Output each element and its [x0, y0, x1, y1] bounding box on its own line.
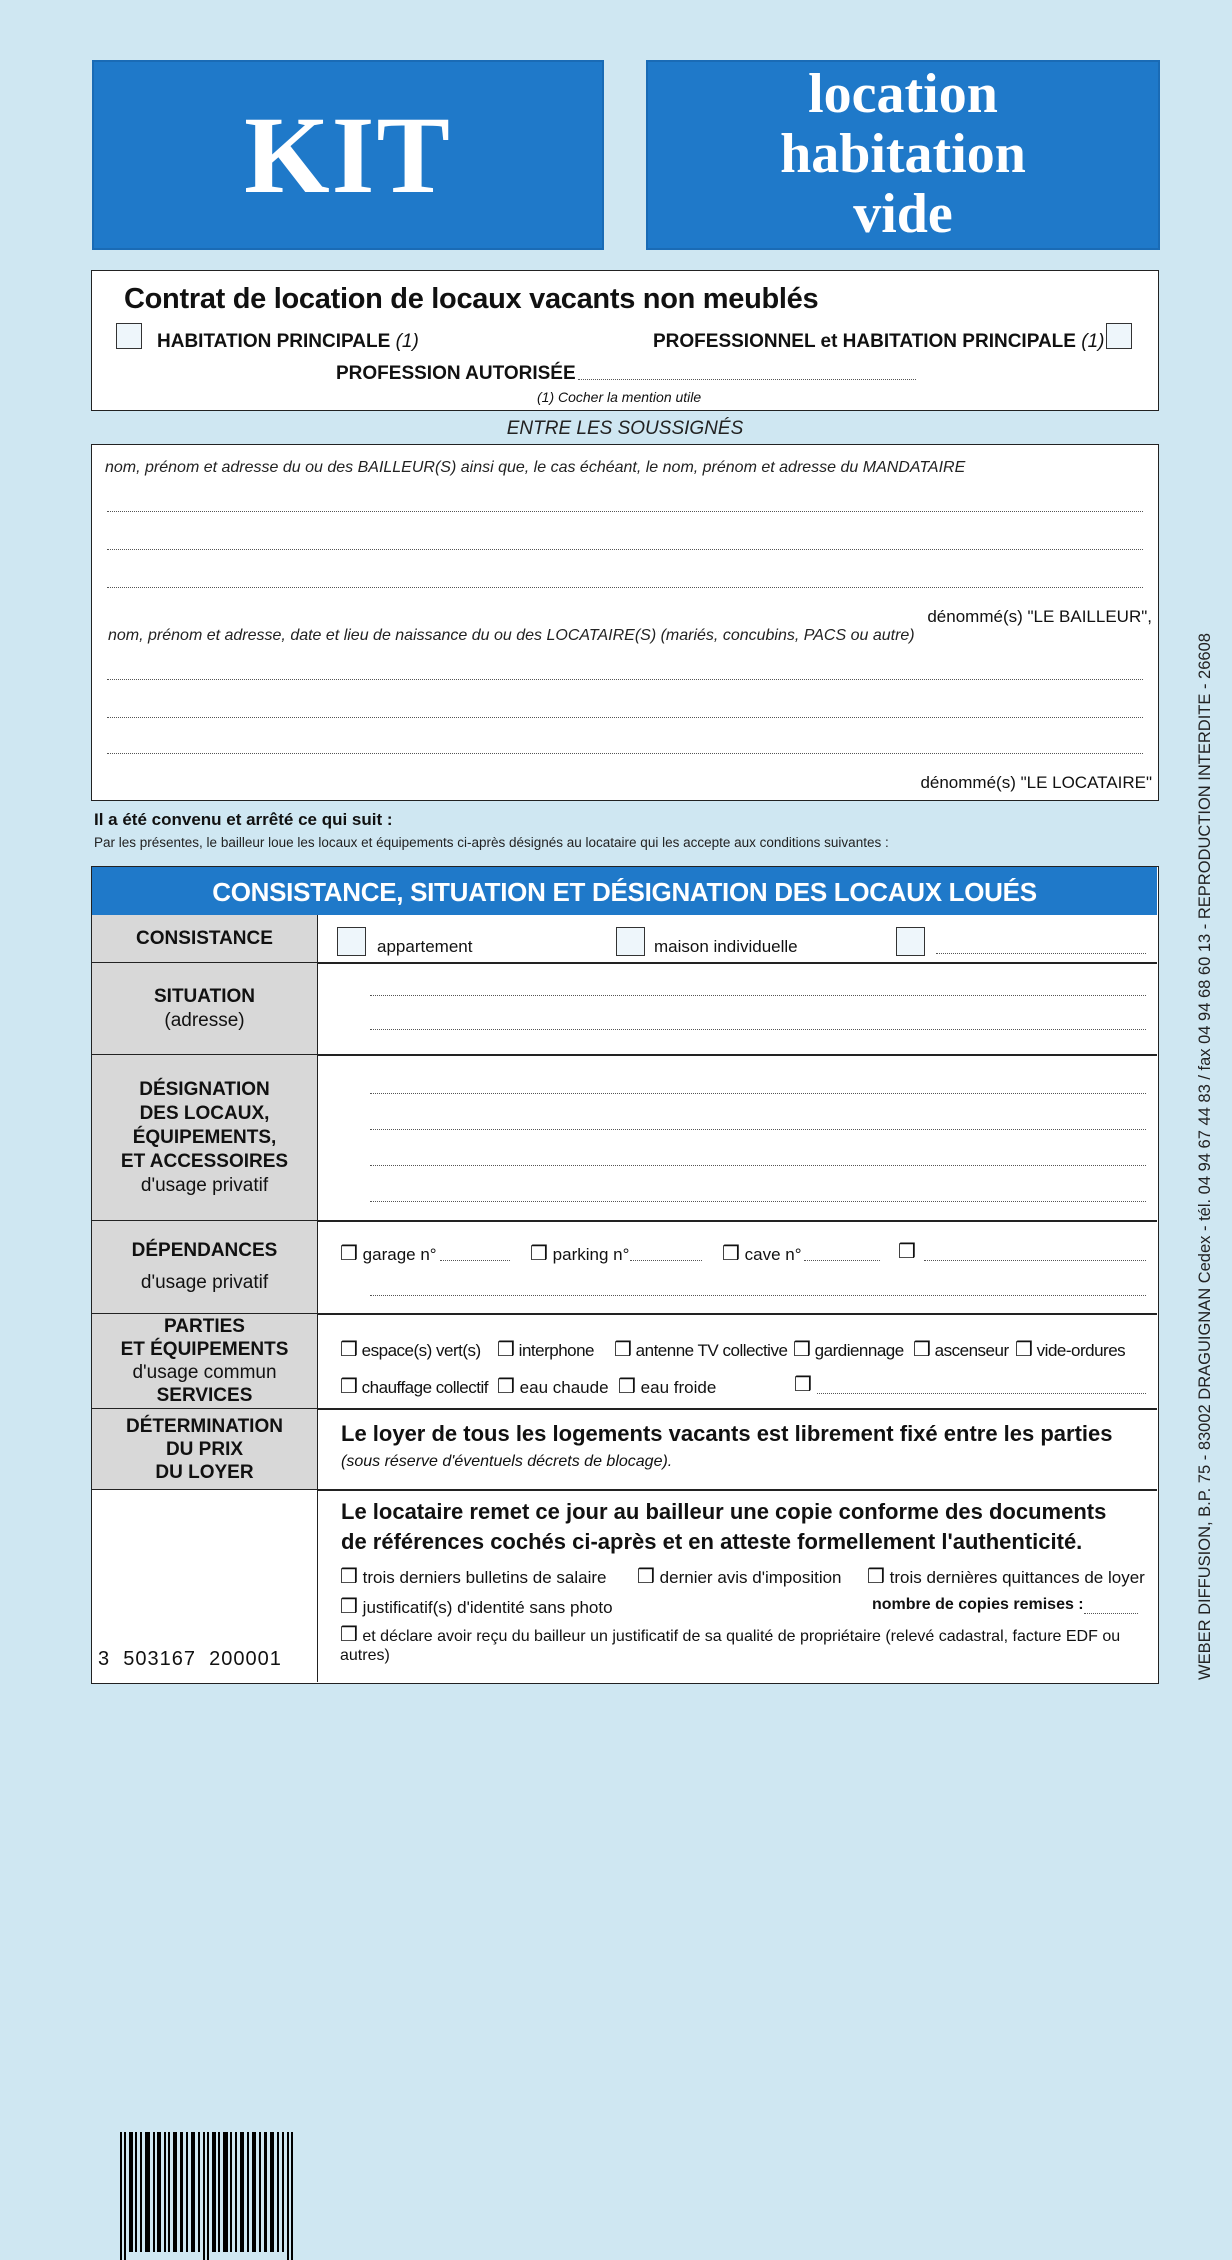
- title-banner: [646, 60, 1160, 250]
- habitation-principale-checkbox[interactable]: [116, 323, 142, 349]
- declaration-checkbox-icon[interactable]: ❒: [340, 1624, 358, 1646]
- designation-field-4[interactable]: [370, 1201, 1146, 1202]
- maison-label: maison individuelle: [654, 937, 798, 956]
- locataire-denomination: dénommé(s) "LE LOCATAIRE": [920, 773, 1152, 792]
- declaration-label: et déclare avoir reçu du bailleur un justificatif de sa qualité de propriétaire (relevé cadastral, facture EDF ou autres): [340, 1628, 1121, 1664]
- designation-field-1[interactable]: [370, 1093, 1146, 1094]
- kit-banner: [92, 60, 604, 250]
- gardiennage-checkbox-icon[interactable]: ❒: [793, 1339, 811, 1361]
- parties-communes-label-cell: [92, 1314, 318, 1408]
- chauffage-label: chauffage collectif: [361, 1378, 488, 1397]
- contract-type-box: [91, 270, 1159, 411]
- parties-box: [91, 444, 1159, 801]
- documents-line-2: de références cochés ci-après et en atteste formellement l'authenticité.: [341, 1529, 1083, 1554]
- soussignes-heading: ENTRE LES SOUSSIGNÉS: [506, 418, 744, 439]
- designation-label-2: DES LOCAUX,: [139, 1102, 270, 1124]
- eau-chaude-label: eau chaude: [519, 1378, 609, 1397]
- designation-label-cell: [92, 1055, 318, 1220]
- eau-chaude-checkbox-icon[interactable]: ❒: [497, 1376, 515, 1398]
- dependances-label-cell: [92, 1221, 318, 1313]
- situation-label: SITUATION: [154, 985, 255, 1007]
- profession-field[interactable]: [578, 379, 916, 380]
- note-ref-2: (1): [1081, 331, 1105, 352]
- barcode-digits: 3 503167 200001: [98, 1648, 282, 1670]
- garage-field[interactable]: [440, 1260, 510, 1261]
- bailleur-field-2[interactable]: [107, 549, 1143, 550]
- parking-checkbox-icon[interactable]: ❒: [530, 1243, 548, 1265]
- locataire-field-3[interactable]: [107, 753, 1143, 754]
- designation-label-1: DÉSIGNATION: [139, 1078, 270, 1100]
- prix-label-2: DU PRIX: [165, 1438, 244, 1460]
- situation-field-1[interactable]: [370, 995, 1146, 996]
- prix-label-cell: [92, 1409, 318, 1489]
- prix-main-text: Le loyer de tous les logements vacants est librement fixé entre les parties: [341, 1421, 1113, 1446]
- autre-service-field[interactable]: [817, 1393, 1146, 1394]
- cave-field[interactable]: [804, 1260, 880, 1261]
- bailleur-note: nom, prénom et adresse du ou des BAILLEUR(S) ainsi que, le cas échéant, le nom, prénom et adresse du MANDATAIRE: [105, 459, 966, 476]
- copies-field[interactable]: [1084, 1613, 1138, 1614]
- interphone-label: interphone: [518, 1341, 595, 1360]
- situation-sublabel: (adresse): [164, 1009, 245, 1031]
- locataire-note: nom, prénom et adresse, date et lieu de naissance du ou des LOCATAIRE(S) (mariés, concubins, PACS ou autre): [108, 627, 915, 644]
- designation-label-4: ET ACCESSOIRES: [120, 1150, 289, 1172]
- autre-dependance-field[interactable]: [924, 1260, 1146, 1261]
- espaces-verts-label: espace(s) vert(s): [361, 1341, 481, 1360]
- autre-consistance-checkbox[interactable]: [896, 927, 925, 956]
- bailleur-field-1[interactable]: [107, 511, 1143, 512]
- appartement-label: appartement: [377, 937, 473, 956]
- espaces-verts-checkbox-icon[interactable]: ❒: [340, 1339, 358, 1361]
- garage-label: garage n°: [362, 1245, 437, 1264]
- parties-communes-label-2: ET ÉQUIPEMENTS: [120, 1339, 289, 1360]
- dependances-field-2[interactable]: [370, 1295, 1146, 1296]
- prix-label-3: DU LOYER: [155, 1461, 254, 1483]
- locataire-field-1[interactable]: [107, 679, 1143, 680]
- contract-title: Contrat de location de locaux vacants non meublés: [124, 283, 819, 315]
- vide-ordures-label: vide-ordures: [1036, 1341, 1126, 1360]
- bailleur-field-3[interactable]: [107, 587, 1143, 588]
- vide-ordures-checkbox-icon[interactable]: ❒: [1015, 1339, 1033, 1361]
- dependances-label: DÉPENDANCES: [131, 1240, 278, 1261]
- cave-label: cave n°: [744, 1245, 802, 1264]
- pro-habitation-label: PROFESSIONNEL et HABITATION PRINCIPALE: [653, 331, 1076, 352]
- eau-froide-checkbox-icon[interactable]: ❒: [618, 1376, 636, 1398]
- designation-field-2[interactable]: [370, 1129, 1146, 1130]
- title-line-1: location: [808, 63, 998, 125]
- situation-label-cell: [92, 963, 318, 1054]
- consistance-label-cell: [92, 915, 318, 962]
- avis-imposition-checkbox-icon[interactable]: ❒: [637, 1566, 655, 1588]
- ascenseur-checkbox-icon[interactable]: ❒: [913, 1339, 931, 1361]
- autre-consistance-field[interactable]: [936, 953, 1146, 954]
- quittances-label: trois dernières quittances de loyer: [889, 1568, 1145, 1587]
- prix-sub-text: (sous réserve d'éventuels décrets de blocage).: [341, 1453, 673, 1470]
- identite-label: justificatif(s) d'identité sans photo: [362, 1598, 613, 1617]
- gardiennage-label: gardiennage: [814, 1341, 904, 1360]
- prix-label-1: DÉTERMINATION: [126, 1415, 283, 1437]
- antenne-label: antenne TV collective: [635, 1341, 788, 1360]
- designation-header: CONSISTANCE, SITUATION ET DÉSIGNATION DES LOCAUX LOUÉS: [92, 867, 1157, 915]
- antenne-checkbox-icon[interactable]: ❒: [614, 1339, 632, 1361]
- appartement-checkbox[interactable]: [337, 927, 366, 956]
- parties-communes-label-4: SERVICES: [156, 1385, 253, 1406]
- presentes-text: Par les présentes, le bailleur loue les locaux et équipements ci-après désignés au locataire qui les accepte aux conditions suivantes :: [94, 835, 889, 850]
- kit-title: KIT: [244, 94, 452, 216]
- eau-froide-label: eau froide: [640, 1378, 717, 1397]
- note-ref: (1): [395, 331, 419, 352]
- cave-checkbox-icon[interactable]: ❒: [722, 1243, 740, 1265]
- pro-habitation-checkbox[interactable]: [1106, 323, 1132, 349]
- habitation-principale-label: HABITATION PRINCIPALE: [157, 331, 391, 352]
- convenu-text: Il a été convenu et arrêté ce qui suit :: [94, 810, 393, 829]
- consistance-label: CONSISTANCE: [136, 927, 273, 949]
- parties-communes-label-1: PARTIES: [164, 1316, 245, 1337]
- title-line-3: vide: [853, 183, 953, 245]
- title-line-2: habitation: [780, 123, 1026, 185]
- avis-imposition-label: dernier avis d'imposition: [659, 1568, 842, 1587]
- footnote: (1) Cocher la mention utile: [537, 389, 702, 405]
- designation-label-5: d'usage privatif: [140, 1174, 269, 1196]
- garage-checkbox-icon[interactable]: ❒: [340, 1243, 358, 1265]
- designation-table: [91, 866, 1159, 1684]
- dependances-sublabel: d'usage privatif: [140, 1272, 269, 1293]
- maison-checkbox[interactable]: [616, 927, 645, 956]
- bulletins-checkbox-icon[interactable]: ❒: [340, 1566, 358, 1588]
- parking-label: parking n°: [552, 1245, 630, 1264]
- autre-service-checkbox-icon[interactable]: ❒: [794, 1374, 812, 1396]
- designation-label-3: ÉQUIPEMENTS,: [132, 1126, 277, 1148]
- ascenseur-label: ascenseur: [934, 1341, 1009, 1360]
- parties-communes-label-3: d'usage commun: [132, 1362, 277, 1383]
- identite-checkbox-icon[interactable]: ❒: [340, 1596, 358, 1618]
- copies-label: nombre de copies remises :: [872, 1596, 1084, 1613]
- barcode: [120, 2132, 294, 2260]
- designation-field-3[interactable]: [370, 1165, 1146, 1166]
- publisher-side-text: WEBER DIFFUSION, B.P. 75 - 83002 DRAGUIGNAN Cedex - tél. 04 94 67 44 83 / fax 04 94 68 60 13 - REPRODUCTION INTERDITE - 26608: [1196, 633, 1214, 1680]
- situation-field-2[interactable]: [370, 1029, 1146, 1030]
- parking-field[interactable]: [630, 1260, 702, 1261]
- locataire-field-2[interactable]: [107, 717, 1143, 718]
- documents-line-1: Le locataire remet ce jour au bailleur une copie conforme des documents: [341, 1499, 1107, 1524]
- bulletins-label: trois derniers bulletins de salaire: [362, 1568, 607, 1587]
- barcode-cell: [92, 1490, 318, 1682]
- autre-dependance-checkbox-icon[interactable]: ❒: [898, 1241, 916, 1263]
- interphone-checkbox-icon[interactable]: ❒: [497, 1339, 515, 1361]
- chauffage-checkbox-icon[interactable]: ❒: [340, 1376, 358, 1398]
- profession-label: PROFESSION AUTORISÉE: [336, 363, 576, 384]
- quittances-checkbox-icon[interactable]: ❒: [867, 1566, 885, 1588]
- bailleur-denomination: dénommé(s) "LE BAILLEUR",: [927, 607, 1152, 626]
